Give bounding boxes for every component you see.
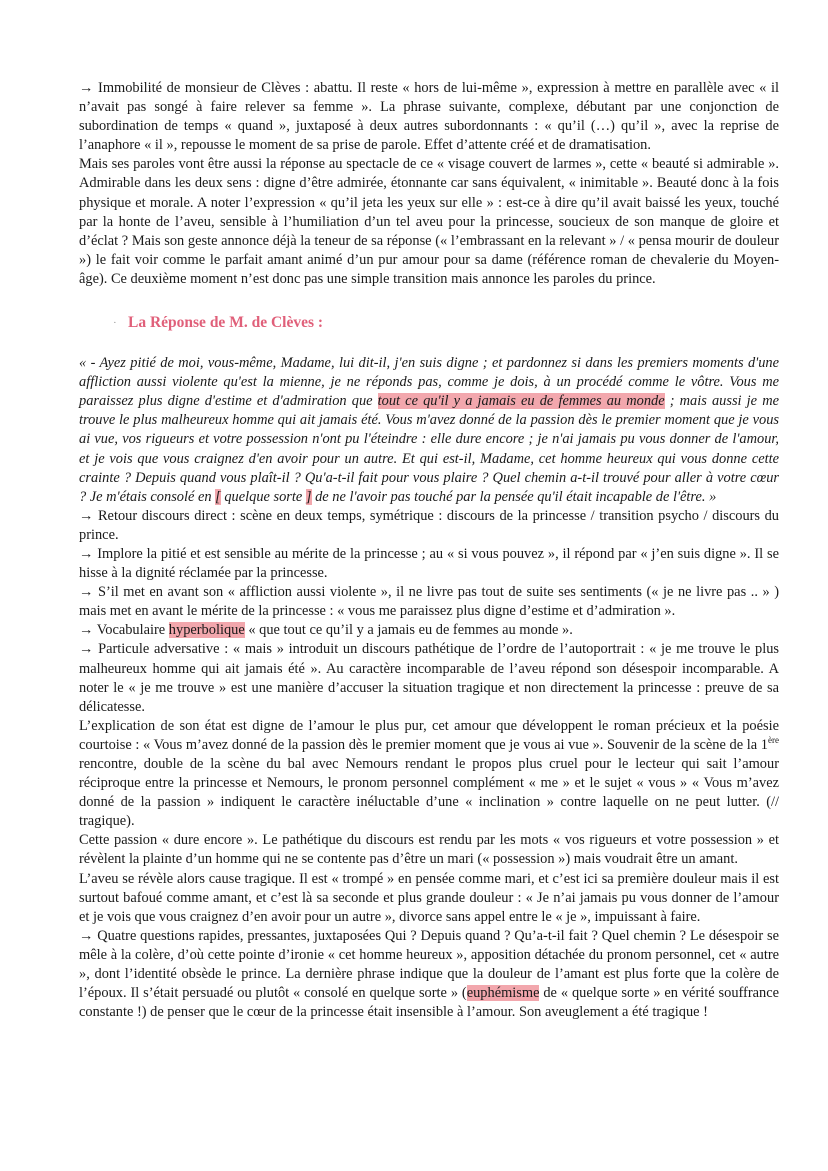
analysis-4-highlight: hyperbolique: [168, 622, 245, 639]
quote-part-1: « - Ayez pitié de moi, vous-même, Madame, lui dit-il, j'en suis digne ; et pardonnez si dans les premiers moments d'une affliction aussi violente qu'est la mienne, je ne réponds pas, comme je dois, à un procédé comme le vôtre. Vous me paraissez plus digne d'estime et d'admiration que: [79, 355, 779, 410]
analysis-6-post: rencontre, double de la scène du bal avec Nemours rendant le propos plus cruel pour le lecteur qui sait l’amour réciproque entre la princesse et Nemours, le pronom personnel complément « me » et le sujet « vous » « Vous m’avez donné de la passion » indiquent le caractère inéluctable d’une « inclination » contre laquelle on ne peut lutter. (// tragique).: [79, 756, 779, 830]
analysis-8: L’aveu se révèle alors cause tragique. Il est « trompé » en pensée comme mari, et c’est ici sa première douleur mais il est surtout bafoué comme amant, et c’est là sa seconde et plus grande douleur : « Je n’ai jamais pu vous donner de l’amour et je vois que vous craignez d’en avoir pour un autre », divorce sans appel entre le « je », impuissant à faire.: [79, 870, 779, 925]
analysis-1: → Retour discours direct : scène en deux temps, symétrique : discours de la princesse / transition psycho / discours du prince.: [79, 507, 779, 543]
analysis-6: [79, 717, 779, 832]
section-heading: [79, 313, 779, 333]
quote-part-2: ; mais aussi je me trouve le plus malheureux homme qui ait jamais été. Vous m'avez donné de la passion dès le premier moment que je vous ai vue, vos rigueurs et votre possession n'ont pu l'éteindre : elle dure encore ; je n'ai jamais pu vous donner de l'amour, et je vois que vous craignez d'en avoir pour un autre. Et qui est-il, Madame, cet homme heureux qui vous donne cette crainte ? Depuis quand vous plaît-il ? Qu'a-t-il fait pour vous plaire ? Quel chemin a-t-il trouvé pour aller à votre cœur ? Je m'étais consolé en: [79, 393, 779, 505]
analysis-9-highlight: euphémisme: [466, 985, 540, 1002]
analysis-6-pre: L’explication de son état est digne de l’amour le plus pur, cet amour que développent le roman précieux et la poésie courtoise : « Vous m’avez donné de la passion dès le premier moment que je vous ai vue ». Souvenir de la scène de la 1: [79, 717, 779, 753]
quote-paragraph: [79, 354, 779, 507]
analysis-9-post: de « quelque sorte » en vérité souffrance constante !) de penser que le cœur de la princesse était insensible à l’amour. Son aveuglement a été tragique !: [79, 985, 779, 1021]
analysis-2: → Implore la pitié et est sensible au mérite de la princesse ; au « si vous pouvez », il répond par « j’en suis digne ». Il se hisse à la dignité réclamée par la princesse.: [79, 545, 779, 582]
analysis-4-pre: → Vocabulaire: [79, 622, 169, 639]
analysis-6-sup: ère: [768, 735, 779, 746]
quote-bracket-text: quelque sorte: [220, 488, 306, 505]
analysis-9-pre: → Quatre questions rapides, pressantes, juxtaposées Qui ? Depuis quand ? Qu’a-t-il fait ? Quel chemin ? Le désespoir se mêle à la colère, d’où cette pointe d’ironie « cet homme heureux », apposition détachée du pronom personnel, cet « autre », dont l’identité obsède le prince. La dernière phrase indique que la douleur de l’amant est plus forte que la colère de l’époux. Il s’était persuadé ou plutôt « consolé en quelque sorte » (: [79, 927, 779, 1002]
analysis-7: Cette passion « dure encore ». Le pathétique du discours est rendu par les mots « vos rigueurs et votre possession » et révèlent la plainte d’un homme qui ne se contente pas d’être un mari (« possession ») mais voudrait être un amant.: [79, 832, 779, 868]
quote-highlight: tout ce qu'il y a jamais eu de femmes au monde: [377, 393, 665, 410]
bullet-icon: ·: [113, 317, 117, 330]
analysis-4: [79, 621, 779, 640]
section-heading-title: La Réponse de M. de Clèves :: [128, 314, 324, 332]
intro-paragraph-2: Mais ses paroles vont être aussi la réponse au spectacle de ce « visage couvert de larmes », cette « beauté si admirable ». Admirable dans les deux sens : digne d’être admirée, étonnante car sans équivalent, « inimitable ». Beauté donc à la fois physique et morale. A noter l’expression « qu’il jeta les yeux sur elle » : est-ce à dire qu’il avait baissé les yeux, touché par la honte de l’aveu, sensible à l’humiliation d’un tel aveu pour la princesse, soucieux de son manque de gloire et d’éclat ? Mais son geste annonce déjà la teneur de sa réponse (« l’embrassant en la relevant » / « pensa mourir de douleur ») le fait voir comme le parfait amant animé d’un pur amour pour sa dame (référence roman de chevalerie du Moyen-âge). Ce deuxième moment n’est donc pas une simple transition mais annonce les paroles du prince.: [79, 156, 779, 287]
analysis-3: → S’il met en avant son « affliction aussi violente », il ne livre pas tout de suite ses sentiments (« je ne livre pas .. » ) mais met en avant le mérite de la princesse : « vous me paraissez plus digne d’estime et d’admiration ».: [79, 584, 779, 620]
analysis-5: → Particule adversative : « mais » introduit un discours pathétique de l’ordre de l’autoportrait : « je me trouve le plus malheureux homme qui ait jamais été ». Au caractère incomparable de l’aveu répond son désespoir incomparable. A noter le « je me trouve » est une manière d’accuser la situation tragique et non directement la princesse : preuve de sa délicatesse.: [79, 641, 779, 715]
intro-paragraph-1: → Immobilité de monsieur de Clèves : abattu. Il reste « hors de lui-même », expression à mettre en parallèle avec « il n’avait pas songé à faire relever sa femme ». La phrase suivante, complexe, débutant par une conjonction de subordination de temps « quand », juxtaposé à deux autres subordonnants : « qu’il (…) qu’il », avec la reprise de l’anaphore « il », repousse le moment de sa prise de parole. Effet d’attente créé et de dramatisation.: [79, 80, 779, 154]
analysis-4-post: « que tout ce qu’il y a jamais eu de femmes au monde ».: [244, 622, 573, 639]
bracket-close: ]: [305, 488, 312, 505]
bracket-open: [: [215, 488, 221, 505]
quote-part-3: de ne l'avoir pas touché par la pensée qu'il était incapable de l'être. »: [311, 488, 717, 505]
analysis-9: [79, 927, 779, 1022]
